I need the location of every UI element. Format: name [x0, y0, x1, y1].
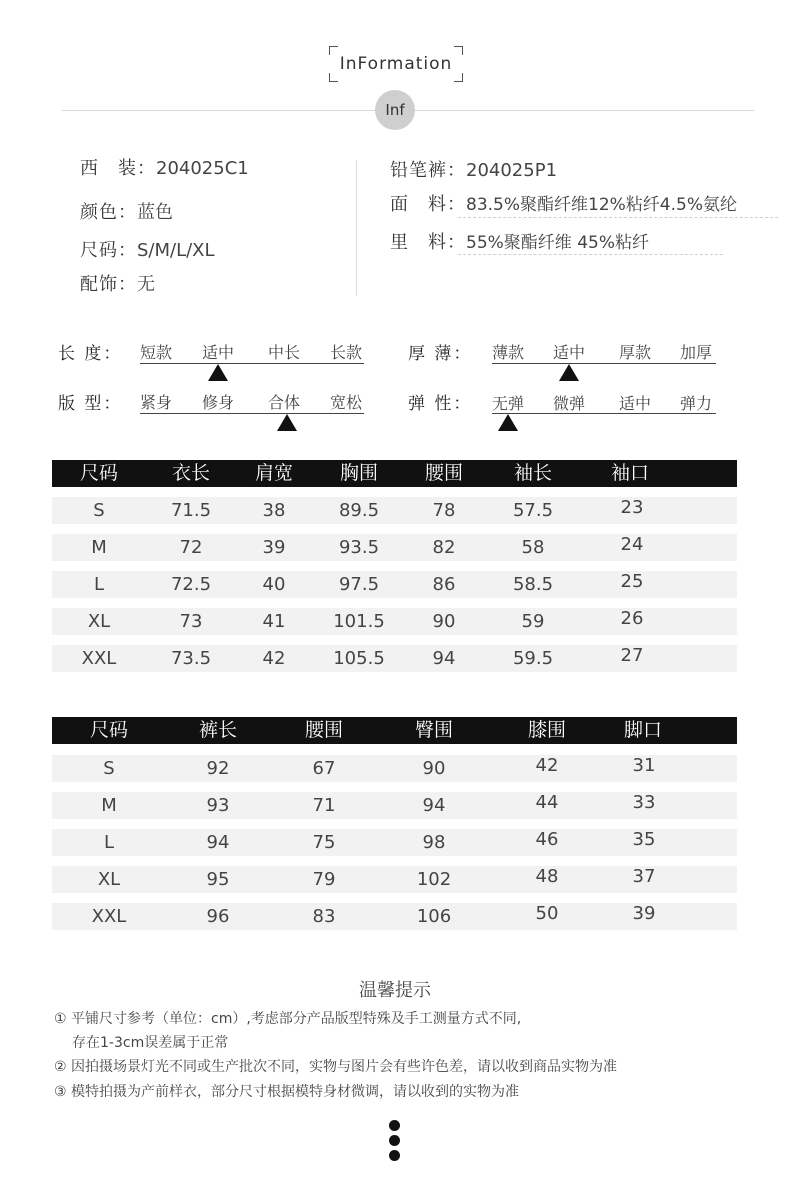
attr-option: 微弹 — [553, 394, 586, 413]
table-cell: 33 — [632, 792, 656, 813]
table-cell: 24 — [620, 534, 644, 555]
suit-color-value: 蓝色 — [137, 202, 173, 223]
table-cell: 27 — [620, 645, 644, 666]
tips-title: 温馨提示 — [359, 980, 431, 1001]
dotted-rule — [458, 217, 778, 218]
attr-option: 中长 — [268, 343, 301, 362]
table-cell: 86 — [432, 574, 456, 595]
table-row — [52, 645, 737, 672]
table-cell: M — [101, 795, 117, 816]
column-header: 肩宽 — [254, 462, 294, 484]
suit-code-value: 204025C1 — [156, 158, 249, 179]
table-cell: XL — [97, 869, 121, 890]
suit-size-label: 尺码： — [80, 240, 137, 261]
table-cell: 83 — [312, 906, 336, 927]
attr-scale-line — [140, 363, 364, 364]
pants-code — [390, 156, 557, 182]
table-cell: 72.5 — [170, 574, 212, 595]
column-header: 膝围 — [527, 719, 567, 741]
table-cell: 44 — [535, 792, 559, 813]
table-row — [52, 792, 737, 819]
table-header — [52, 717, 737, 744]
suit-color — [80, 198, 173, 224]
table-cell: 58 — [521, 537, 545, 558]
suit-code — [80, 154, 249, 180]
section-title — [332, 46, 460, 82]
column-header: 尺码 — [79, 462, 119, 484]
table-cell: XL — [87, 611, 111, 632]
attr-option: 适中 — [553, 343, 586, 362]
corner-bracket — [329, 73, 338, 82]
column-header: 袖口 — [610, 462, 650, 484]
table-cell: 93 — [206, 795, 230, 816]
attr-option: 厚款 — [619, 343, 652, 362]
table-cell: 46 — [535, 829, 559, 850]
selected-marker-icon — [498, 414, 518, 431]
table-cell: L — [93, 574, 105, 595]
table-cell: 75 — [312, 832, 336, 853]
attr-scale-line — [492, 363, 716, 364]
dotted-rule — [458, 254, 723, 255]
table-cell: L — [103, 832, 115, 853]
selected-marker-icon — [277, 414, 297, 431]
table-cell: 42 — [535, 755, 559, 776]
pants-fabric-value: 83.5%聚酯纤维12%粘纤4.5%氨纶 — [466, 195, 737, 215]
section-title-text: InFormation — [339, 54, 453, 74]
selected-marker-icon — [208, 364, 228, 381]
table-cell: 90 — [432, 611, 456, 632]
table-row — [52, 866, 737, 893]
table-cell: S — [93, 500, 105, 521]
column-header: 衣长 — [171, 462, 211, 484]
table-cell: 106 — [416, 906, 452, 927]
suit-accessory — [80, 270, 155, 296]
table-header — [52, 460, 737, 487]
table-row — [52, 571, 737, 598]
table-row — [52, 829, 737, 856]
pants-code-value: 204025P1 — [466, 160, 558, 181]
table-cell: 39 — [262, 537, 286, 558]
table-cell: 105.5 — [333, 648, 385, 669]
suit-color-label: 颜色： — [80, 202, 137, 223]
pants-lining-value: 55%聚酯纤维 45%粘纤 — [466, 233, 649, 253]
table-row — [52, 608, 737, 635]
table-cell: 89.5 — [338, 500, 380, 521]
table-cell: 90 — [422, 758, 446, 779]
tip-line: ① 平铺尺寸参考（单位：cm）,考虑部分产品版型特殊及手工测量方式不同, — [54, 1011, 522, 1027]
table-cell: 71 — [312, 795, 336, 816]
table-cell: XXL — [81, 648, 117, 669]
table-cell: 95 — [206, 869, 230, 890]
table-row — [52, 497, 737, 524]
table-cell: 23 — [620, 497, 644, 518]
table-cell: 92 — [206, 758, 230, 779]
table-cell: 58.5 — [512, 574, 554, 595]
tip-line: ② 因拍摄场景灯光不同或生产批次不同，实物与图片会有些许色差，请以收到商品实物为准 — [54, 1059, 617, 1075]
table-cell: 57.5 — [512, 500, 554, 521]
table-cell: 41 — [262, 611, 286, 632]
table-cell: 94 — [422, 795, 446, 816]
table-cell: 59.5 — [512, 648, 554, 669]
column-header: 脚口 — [623, 719, 663, 741]
attr-option: 修身 — [202, 393, 235, 412]
table-cell: 72 — [179, 537, 203, 558]
table-cell: 96 — [206, 906, 230, 927]
table-cell: M — [91, 537, 107, 558]
table-cell: 102 — [416, 869, 452, 890]
table-cell: 93.5 — [338, 537, 380, 558]
vertical-divider — [356, 160, 357, 296]
attr-option: 长款 — [330, 343, 363, 362]
attr-label: 版 型： — [58, 394, 123, 414]
table-cell: 73 — [179, 611, 203, 632]
table-cell: 71.5 — [170, 500, 212, 521]
table-cell: 94 — [206, 832, 230, 853]
table-cell: 59 — [521, 611, 545, 632]
column-header: 腰围 — [304, 719, 344, 741]
dot-icon — [389, 1135, 400, 1146]
table-cell: 78 — [432, 500, 456, 521]
suit-accessory-label: 配饰： — [80, 274, 137, 295]
corner-bracket — [329, 46, 338, 55]
corner-bracket — [454, 73, 463, 82]
attr-option: 薄款 — [492, 343, 525, 362]
pants-fabric — [390, 190, 737, 216]
column-header: 裤长 — [198, 719, 238, 741]
column-header: 腰围 — [424, 462, 464, 484]
table-cell: 79 — [312, 869, 336, 890]
table-cell: 31 — [632, 755, 656, 776]
table-cell: 101.5 — [333, 611, 385, 632]
attr-label: 弹 性： — [408, 394, 473, 414]
table-row — [52, 534, 737, 561]
pants-fabric-label: 面 料： — [390, 194, 466, 215]
table-row — [52, 755, 737, 782]
attr-scale-line — [140, 413, 364, 414]
column-header: 袖长 — [513, 462, 553, 484]
table-cell: 39 — [632, 903, 656, 924]
table-cell: 48 — [535, 866, 559, 887]
table-cell: S — [103, 758, 115, 779]
pants-code-label: 铅笔裤： — [390, 160, 466, 181]
table-cell: 98 — [422, 832, 446, 853]
table-cell: 97.5 — [338, 574, 380, 595]
attr-option: 紧身 — [140, 393, 173, 412]
table-cell: 40 — [262, 574, 286, 595]
table-cell: 50 — [535, 903, 559, 924]
attr-option: 短款 — [140, 343, 173, 362]
attr-option: 宽松 — [330, 393, 363, 412]
corner-bracket — [454, 46, 463, 55]
attr-option: 无弹 — [492, 394, 525, 413]
attr-option: 加厚 — [680, 343, 713, 362]
inf-badge: Inf — [375, 90, 415, 130]
pants-lining-label: 里 料： — [390, 232, 466, 253]
attr-option: 适中 — [619, 394, 652, 413]
column-header: 臀围 — [414, 719, 454, 741]
suit-size — [80, 236, 215, 262]
attr-option: 适中 — [202, 343, 235, 362]
table-cell: 67 — [312, 758, 336, 779]
attr-label: 厚 薄： — [408, 344, 473, 364]
pants-lining — [390, 228, 649, 254]
attr-label: 长 度： — [58, 344, 123, 364]
table-cell: 82 — [432, 537, 456, 558]
tip-line: 存在1-3cm误差属于正常 — [72, 1035, 229, 1051]
table-cell: 42 — [262, 648, 286, 669]
table-row — [52, 903, 737, 930]
column-header: 尺码 — [89, 719, 129, 741]
table-cell: 37 — [632, 866, 656, 887]
column-header: 胸围 — [339, 462, 379, 484]
tip-line: ③ 模特拍摄为产前样衣，部分尺寸根据模特身材微调，请以收到的实物为准 — [54, 1084, 519, 1100]
attr-option: 合体 — [268, 393, 301, 412]
selected-marker-icon — [559, 364, 579, 381]
suit-code-label: 西 装： — [80, 158, 156, 179]
attr-scale-line — [492, 413, 716, 414]
dot-icon — [389, 1150, 400, 1161]
attr-option: 弹力 — [680, 394, 713, 413]
table-cell: 38 — [262, 500, 286, 521]
table-cell: 26 — [620, 608, 644, 629]
dot-icon — [389, 1120, 400, 1131]
table-cell: XXL — [91, 906, 127, 927]
table-cell: 35 — [632, 829, 656, 850]
table-cell: 73.5 — [170, 648, 212, 669]
table-cell: 94 — [432, 648, 456, 669]
suit-accessory-value: 无 — [137, 274, 155, 295]
suit-size-value: S/M/L/XL — [137, 240, 215, 261]
table-cell: 25 — [620, 571, 644, 592]
